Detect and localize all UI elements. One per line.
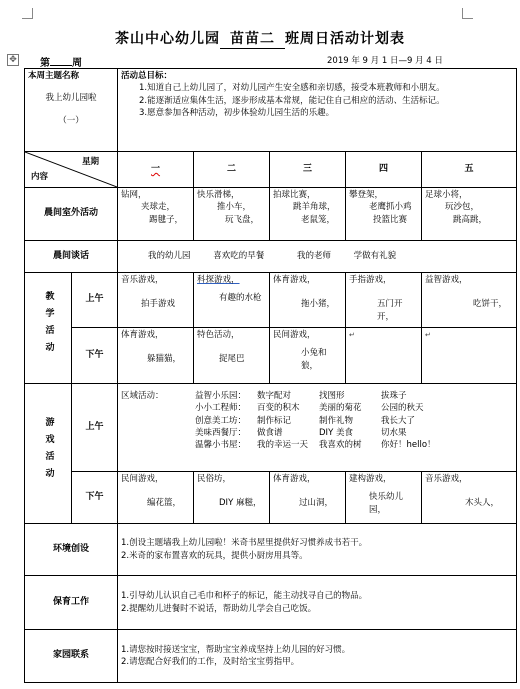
crop-mark-left [22,8,33,19]
theme-label: 本周主题名称 [28,71,80,81]
care-item: 1.引导幼儿认识自己毛巾和杯子的标记，能主动找寻自己的物品。 [121,591,368,602]
day-mon [118,152,194,188]
theme-name: 我上幼儿园啦 [45,93,97,104]
move-icon[interactable]: ✥ [7,54,19,66]
outdoor-cell [270,188,346,241]
theme-row [25,69,517,152]
teaching-am-cell [422,273,517,328]
goal-item: 1.知道自己上幼儿园了，对幼儿园产生安全感和亲切感，接受本班教师和小朋友。 [139,83,445,94]
activity-name: 编花篮， [147,498,182,509]
activity-type: 体育游戏， [121,330,164,340]
care-label: 保育工作 [25,576,118,630]
environment-item: 1.创设主题墙我上幼儿园啦！米奇书屋里提供好习惯养成书若干。 [121,538,368,549]
morning-talk-cell [118,241,517,273]
family-row [25,630,517,683]
goals-label: 活动总目标： [121,71,173,81]
activity-type: 体育游戏， [273,474,316,484]
teaching-pm-cell [194,328,270,384]
activity-name: 拍手游戏 [141,299,176,310]
area-item: 找图形 [319,391,345,401]
content-label: 内容 [31,171,49,182]
family-item: 2.请您配合好我们的工作，及时给宝宝剪指甲。 [121,657,300,667]
outdoor-item: 钻网， [121,190,147,200]
teaching-am-label: 上午 [72,273,118,328]
area-item: 数字配对 [257,391,292,401]
activity-name: 过山洞， [299,498,334,509]
activity-type: 手指游戏， [349,275,392,285]
environment-cell [118,524,517,576]
talk-item: 我的幼儿园 [148,251,191,262]
teaching-am-cell [194,273,270,328]
games-pm-label: 下午 [72,472,118,524]
environment-label: 环境创设 [25,524,118,576]
area-item: 百变的积木 [257,403,300,414]
activity-type: 体育游戏， [273,275,316,285]
care-cell [118,576,517,630]
area-item: 公园的秋天 [381,403,424,414]
outdoor-cell [118,188,194,241]
area-label [121,402,195,414]
area-activities-grid [121,390,513,452]
day-fri [422,152,517,188]
talk-item: 我的老师 [296,251,331,262]
activity-name: DIY 麻糍， [219,498,262,509]
day-mon-label: 一 [151,163,161,174]
teaching-label [25,273,72,384]
games-pm-cell [270,472,346,524]
outdoor-item: 跳高跳， [453,214,488,225]
activity-name: 小兔和狼， [301,348,327,371]
crop-mark-right [462,8,473,19]
outdoor-item: 夹球走， [141,202,176,213]
outdoor-row [25,188,517,241]
games-pm-cell [118,472,194,524]
activity-type: 民俗坊， [197,474,232,484]
games-pm-cell [194,472,270,524]
days-header-row [25,152,517,188]
area-item: 拔珠子 [381,391,407,401]
teaching-am-cell [346,273,422,328]
outdoor-item: 快乐滑梯， [197,190,240,200]
outdoor-cell [194,188,270,241]
outdoor-item: 玩飞盘， [225,214,260,225]
page-title [0,28,520,49]
area-zone: 创意美工坊： [195,415,247,426]
week-label-left: 第 [40,58,50,69]
outdoor-item: 足球小将， [425,190,468,200]
games-am-row [25,384,517,472]
area-label [121,415,195,427]
care-row [25,576,517,630]
family-item: 1.请您按时接送宝宝，帮助宝宝养成坚持上幼儿园的好习惯。 [121,644,351,655]
activity-name: 有趣的水枪 [219,293,262,304]
family-label: 家园联系 [25,630,118,683]
teaching-pm-cell [270,328,346,384]
teaching-label-text: 教学活动 [43,291,54,360]
area-label [121,427,195,439]
area-item: 做食谱 [257,427,283,438]
area-zone: 美味西餐厅： [195,427,247,438]
week-label-right: 周 [72,58,82,69]
teaching-pm-cell [346,328,422,384]
outdoor-item: 踢毽子， [149,214,184,225]
environment-item: 2.米奇的家布置喜欢的玩具，提供小厨房用具等。 [121,550,308,561]
games-label-text: 游戏活动 [43,416,54,485]
weekly-plan-table [24,68,517,683]
activity-name: 捉尾巴 [219,354,245,365]
area-label: 区域活动： [121,391,164,401]
outdoor-label: 晨间室外活动 [25,188,118,241]
teaching-am-cell [270,273,346,328]
activity-type: 音乐游戏， [425,474,468,484]
day-label: 星期 [82,157,100,167]
environment-row [25,524,517,576]
paragraph-mark: ↵ [425,331,431,339]
area-label [121,439,195,451]
games-label [25,384,72,524]
activity-name: 拖小猪， [301,299,336,310]
outdoor-item: 投篮比赛 [373,214,408,225]
outdoor-item: 攀登架， [349,190,384,200]
title-class-name: 苗苗二 [220,28,285,49]
day-wed [270,152,346,188]
outdoor-item: 拍球比赛， [273,190,316,200]
activity-name: 躲猫猫， [147,354,182,365]
area-item: 我长大了 [381,415,416,426]
outdoor-cell [346,188,422,241]
area-item: 制作礼物 [319,415,354,426]
games-am-label: 上午 [72,384,118,472]
activity-type: 民间游戏， [121,474,164,484]
paragraph-mark: ↵ [349,331,355,339]
games-pm-row [25,472,517,524]
activity-name: 木头人， [465,498,500,509]
outdoor-item: 跳羊角球， [293,202,336,213]
activity-type: 科探游戏， [197,275,240,285]
outdoor-cell [422,188,517,241]
outdoor-item: 老鹰抓小鸡 [369,202,412,213]
day-tue [194,152,270,188]
area-item: 我的幸运一天 [257,440,309,451]
activity-type: 音乐游戏， [121,275,164,285]
theme-number: （一） [58,115,84,126]
outdoor-item: 老鼠笼， [301,214,336,225]
area-item: 我喜欢的树 [319,440,362,451]
theme-cell [25,69,118,152]
area-item: 你好！hello！ [381,440,436,451]
day-thu [346,152,422,188]
day-wed-label: 三 [303,163,313,174]
goal-item: 2.能逐渐适应集体生活，逐步形成基本常规，能记住自己相应的活动、生活标记。 [139,95,445,106]
week-blank [50,65,72,66]
title-school: 茶山中心幼儿园 [115,31,220,47]
talk-item: 学做有礼貌 [353,251,397,262]
day-content-header [25,152,118,188]
teaching-pm-label: 下午 [72,328,118,384]
area-item: 制作标记 [257,415,292,426]
goal-item: 3.愿意参加各种活动，初步体验幼儿园生活的乐趣。 [139,107,335,118]
games-pm-cell [346,472,422,524]
day-thu-label: 四 [379,163,389,174]
activity-type: 特色活动， [197,330,240,340]
activity-type: 民间游戏， [273,330,316,340]
area-activities-cell [118,384,517,472]
title-suffix: 班周日活动计划表 [285,31,405,47]
activity-type: 益智游戏， [425,275,468,285]
morning-talk-label: 晨间谈话 [25,241,118,273]
area-item: 美丽的菊花 [319,403,362,414]
teaching-pm-cell [118,328,194,384]
area-zone: 小小工程师： [195,403,247,414]
outdoor-item: 玩沙包， [445,202,480,213]
day-tue-label: 二 [227,163,237,174]
area-zone: 温馨小书屋： [195,440,247,451]
area-item: DIY 美食 [319,427,353,438]
teaching-pm-cell [422,328,517,384]
teaching-am-cell [118,273,194,328]
outdoor-item: 推小车， [217,202,252,213]
area-zone: 益智小乐园： [195,391,247,401]
activity-name: 吃饼干， [473,299,508,310]
morning-talk-row [25,241,517,273]
games-pm-cell [422,472,517,524]
week-number [40,54,82,69]
area-item: 切水果 [381,427,407,438]
teaching-am-row [25,273,517,328]
teaching-pm-row [25,328,517,384]
goals-cell [118,69,517,152]
date-range: 2019 年 9 月 1 日—9 月 4 日 [327,56,443,66]
activity-name: 快乐幼儿园， [369,492,404,515]
family-cell [118,630,517,683]
day-fri-label: 五 [464,163,474,174]
activity-type: 建构游戏， [349,474,392,484]
activity-name: 五门开开， [377,299,403,322]
care-item: 2.提醒幼儿进餐时不说话，帮助幼儿学会自己吃饭。 [121,603,317,614]
talk-item: 喜欢吃的早餐 [213,251,265,262]
